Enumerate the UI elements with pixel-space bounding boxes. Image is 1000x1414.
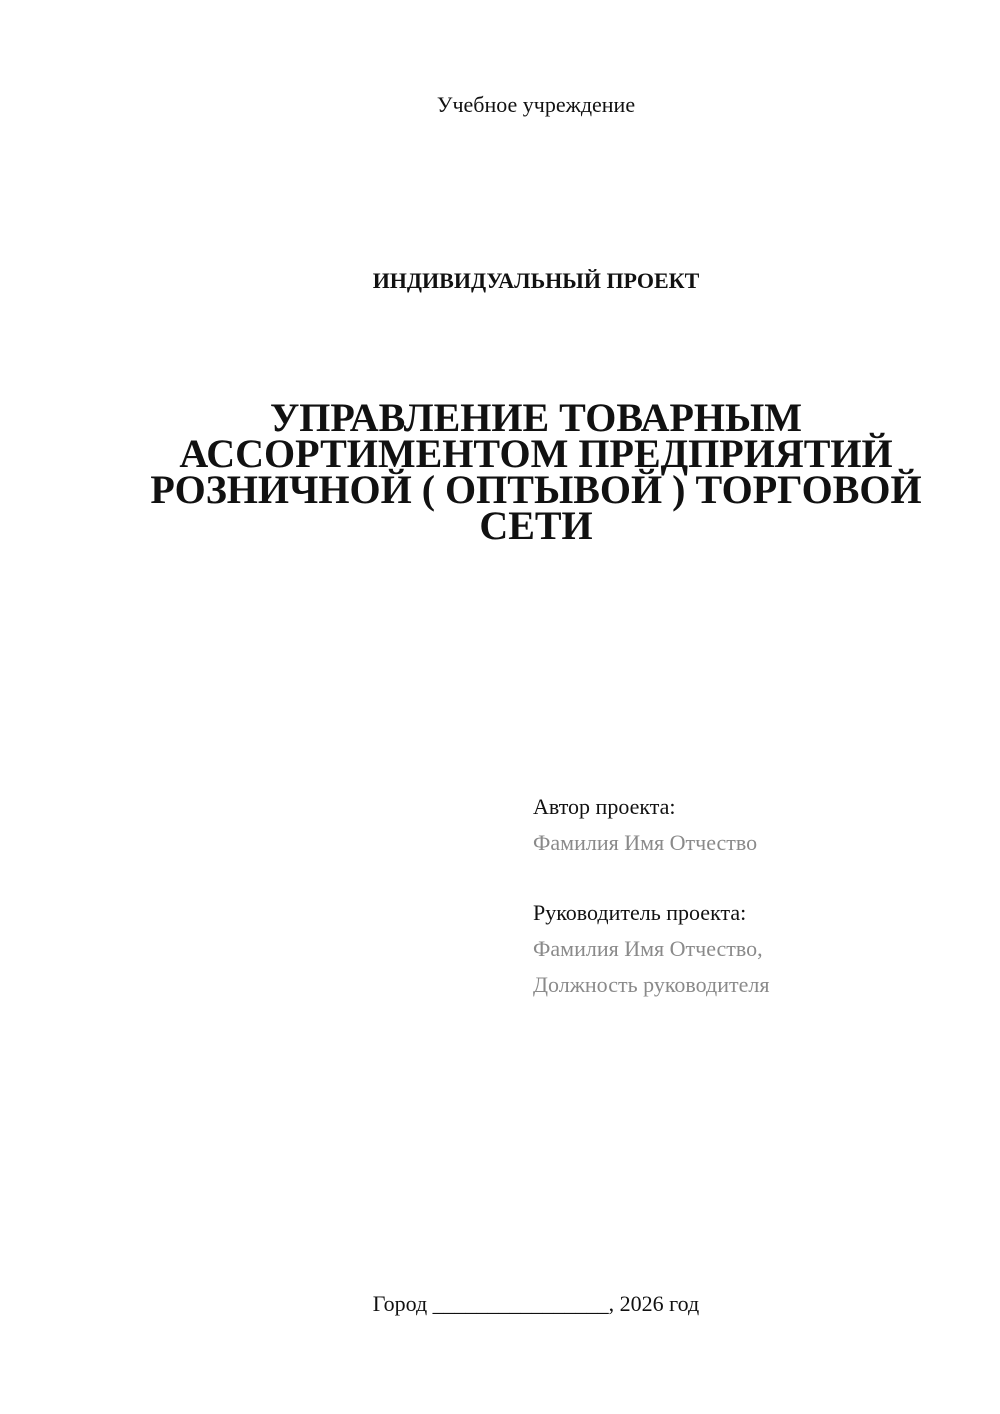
title-line-2: АССОРТИМЕНТОМ ПРЕДПРИЯТИЙ xyxy=(179,431,893,476)
supervisor-name-placeholder: Фамилия Имя Отчество, xyxy=(533,936,763,961)
author-label: Автор проекта: xyxy=(533,794,676,819)
institution-name: Учебное учреждение xyxy=(436,92,636,117)
title-line-4: СЕТИ xyxy=(479,503,593,548)
title-line-3: РОЗНИЧНОЙ ( ОПТЫВОЙ ) ТОРГОВОЙ xyxy=(150,467,922,512)
spacer xyxy=(533,861,973,895)
supervisor-label: Руководитель проекта: xyxy=(533,900,747,925)
author-name-placeholder: Фамилия Имя Отчество xyxy=(533,830,758,855)
credits-block xyxy=(533,789,973,1003)
document-type: ИНДИВИДУАЛЬНЫЙ ПРОЕКТ xyxy=(372,268,700,293)
title-line-1: УПРАВЛЕНИЕ ТОВАРНЫМ xyxy=(269,395,803,440)
project-title xyxy=(150,395,922,548)
supervisor-position-placeholder: Должность руководителя xyxy=(533,972,770,997)
city-year-line: Город ________________, 2026 год xyxy=(372,1291,700,1316)
